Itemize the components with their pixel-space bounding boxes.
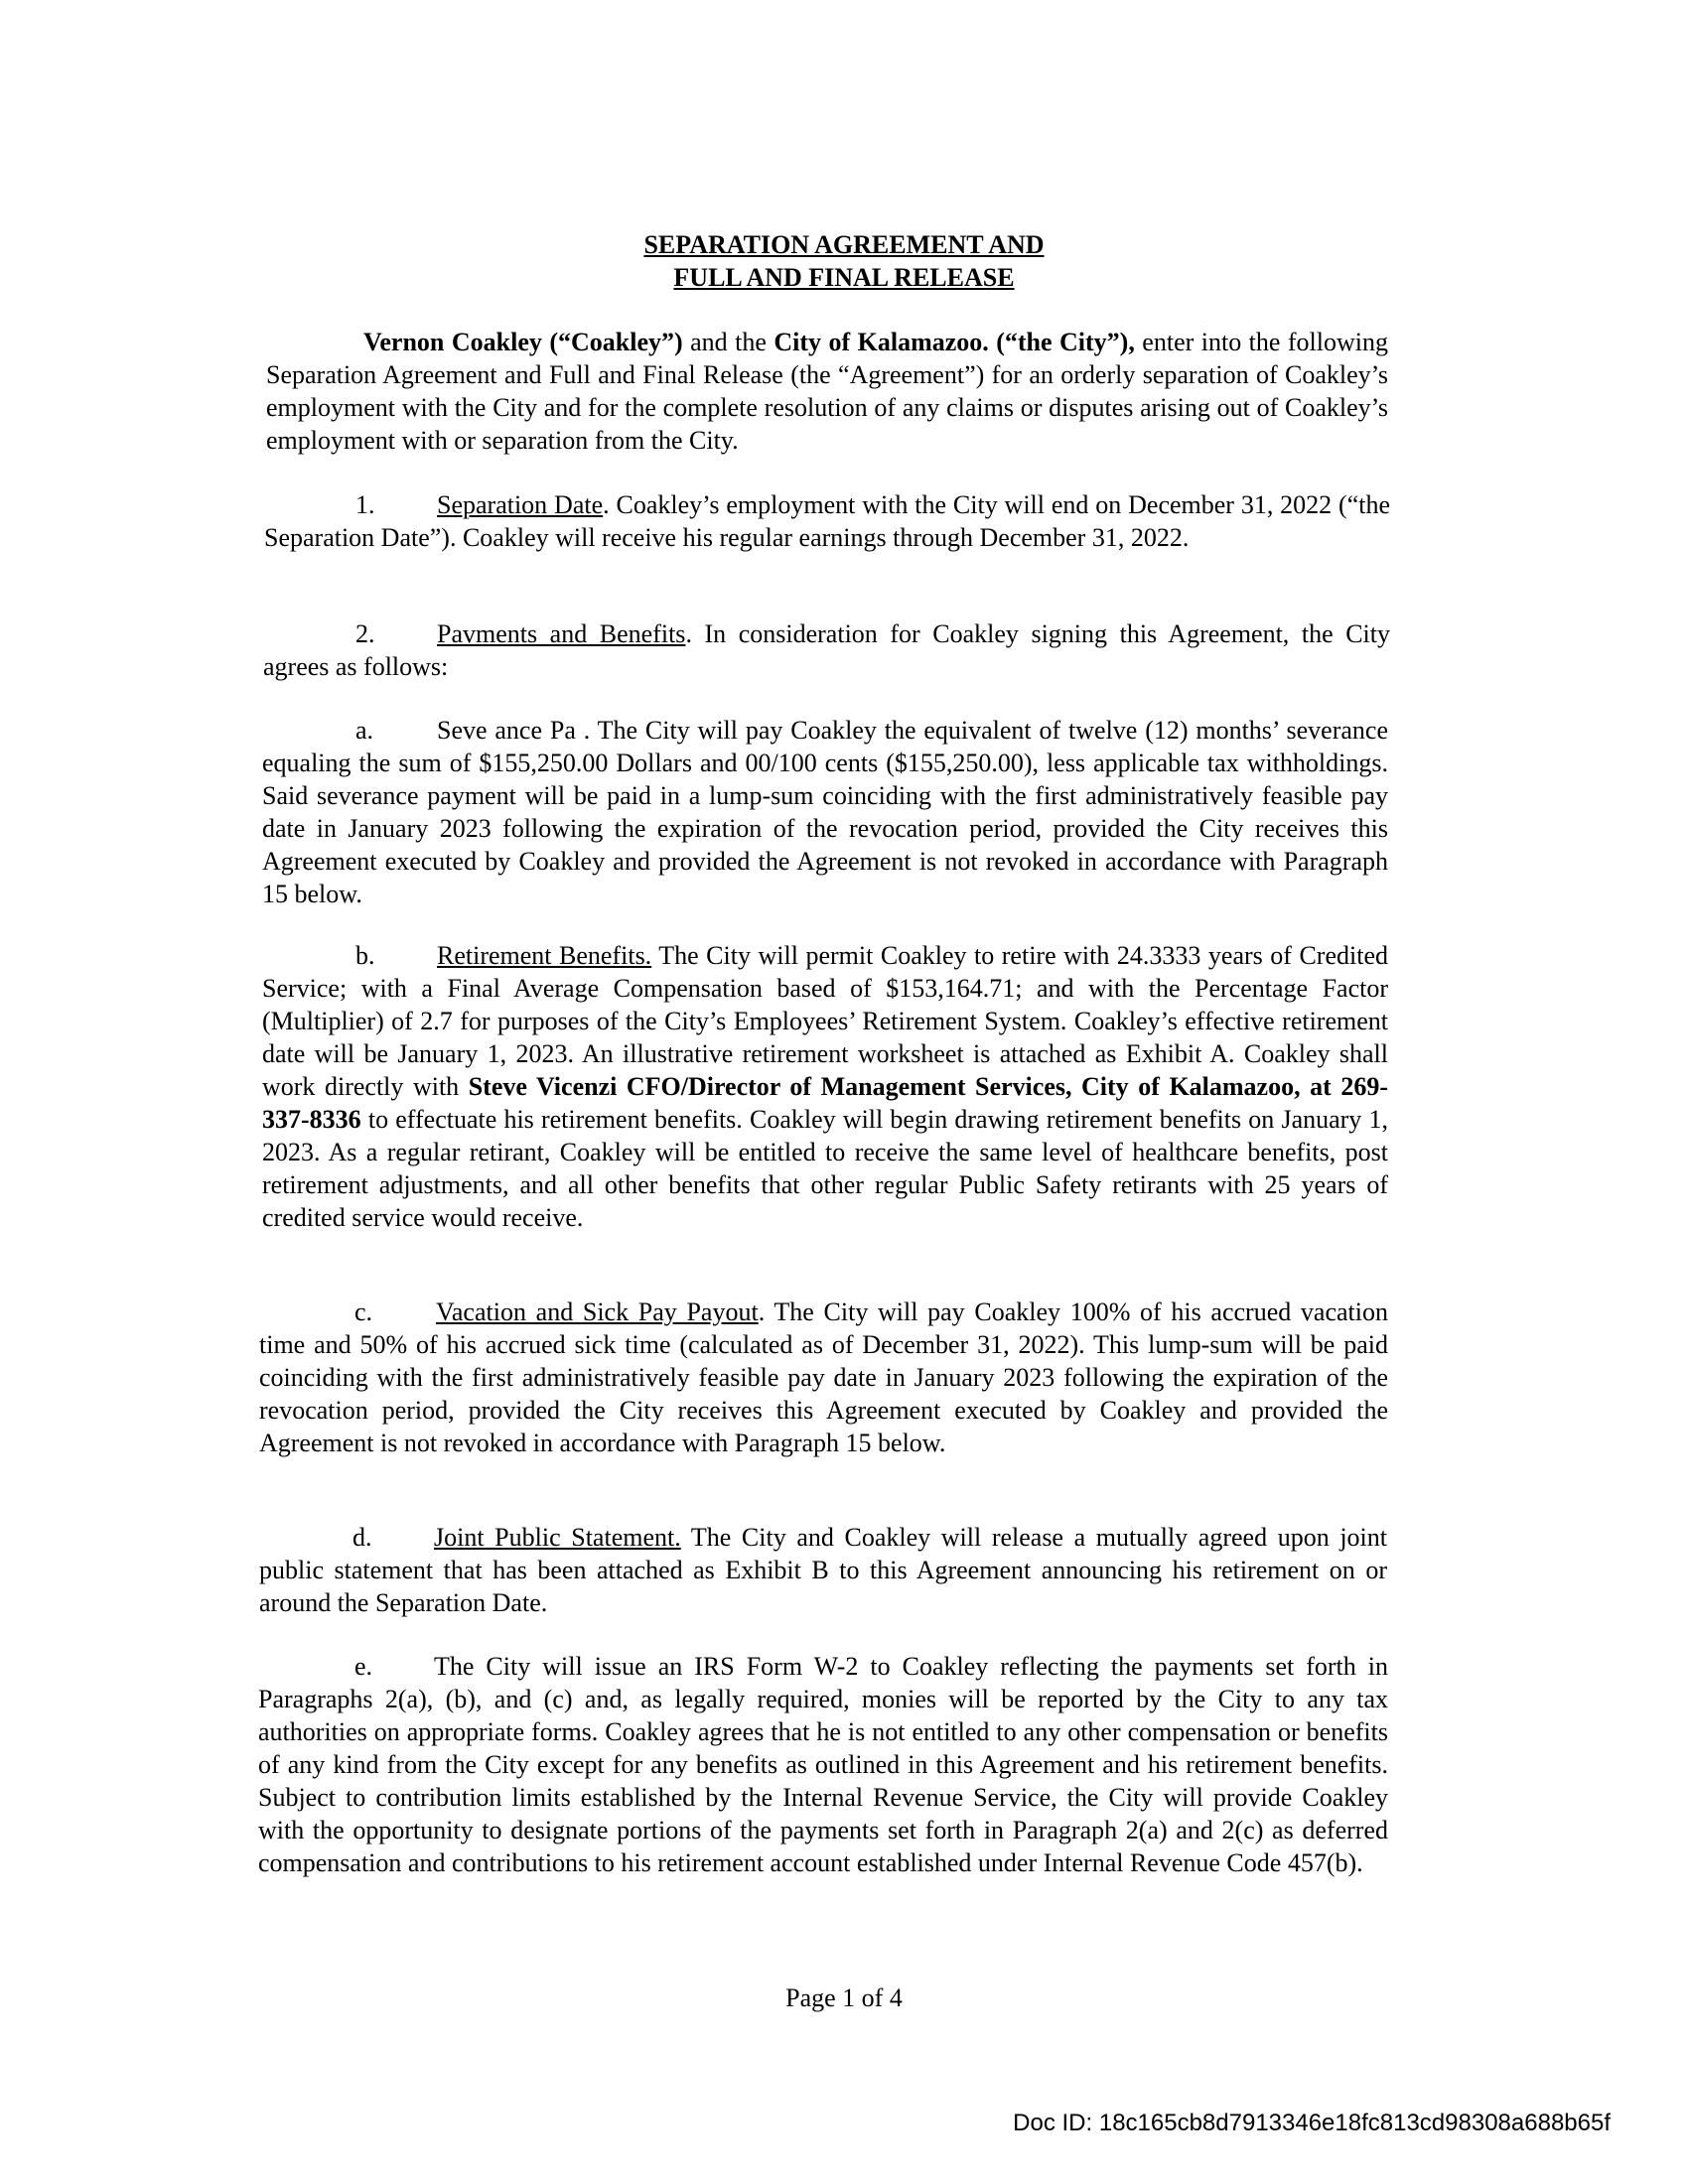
subsection-d-joint-public-statement — [259, 1521, 1387, 1619]
section-number: 1. — [355, 490, 375, 519]
subsection-c-vacation-sick-payout — [259, 1296, 1388, 1459]
subsection-heading: Seve ance Pa . — [437, 716, 591, 745]
section-heading: Separation Date — [437, 490, 604, 519]
subsection-body-continued: to effectuate his retirement benefits. Coakley will begin drawing retirement benefits on January 1, 2023. As a regular retirant, Coakley will be entitled to receive the same level of healthcare benefits, post retirement adjustments, and all other benefits that other regular Public Safety retirants with 25 years of credited service would receive. — [262, 1105, 1388, 1232]
section-number: 2. — [355, 619, 375, 648]
subsection-body: The City will permit Coakley to retire with 24.3333 years of Credited Service; with a Final Average Compensation based of $153,164.71; and with the Percentage Factor (Multiplier) of 2.7 for purposes of the City’s Employees’ Retirement System. Coakley’s effective retirement date will be January 1, 2023. An illustrative retirement worksheet is attached as Exhibit A. Coakley shall work directly with — [262, 941, 1388, 1101]
section-heading: Pavments and Benefits — [437, 619, 686, 648]
section-body: . In consideration for Coakley signing this Agreement, the City agrees as follows: — [263, 619, 1390, 681]
subsection-heading: Retirement Benefits. — [437, 941, 652, 970]
subsection-heading: Vacation and Sick Pay Payout — [436, 1297, 759, 1326]
section-body: . Coakley’s employment with the City will end on December 31, 2022 (“the Separation Date”). Coakley will receive his regular earnings through December 31, 2022. — [264, 490, 1391, 552]
subsection-a-severance-pay — [262, 714, 1388, 910]
intro-body: enter into the following Separation Agreement and Full and Final Release (the “Agreement”) for an orderly separation of Coakley’s employment with the City and for the complete resolution of any claims or disputes arising out of Coakley’s employment with or separation from the City. — [266, 328, 1388, 455]
subsection-body: . The City will pay Coakley 100% of his accrued vacation time and 50% of his accrued sick time (calculated as of December 31, 2022). This lump-sum will be paid coinciding with the first administratively feasible pay date in January 2023 following the expiration of the revocation period, provided the City receives this Agreement executed by Coakley and provided the Agreement is not revoked in accordance with Paragraph 15 below. — [259, 1297, 1388, 1457]
subsection-body: The City will issue an IRS Form W-2 to Coakley reflecting the payments set forth in Paragraphs 2(a), (b), and (c) and, as legally required, monies will be reported by the City to any tax authorities on appropriate forms. Coakley agrees that he is not entitled to any other compensation or benefits of any kind from the City except for any benefits as outlined in this Agreement and his retirement benefits. Subject to contribution limits established by the Internal Revenue Service, the City will provide Coakley with the opportunity to designate portions of the payments set forth in Paragraph 2(a) and 2(c) as deferred compensation and contributions to his retirement account established under Internal Revenue Code 457(b). — [258, 1652, 1388, 1877]
section-1-separation-date — [264, 488, 1390, 554]
subsection-letter: d. — [352, 1523, 372, 1552]
subsection-heading: Joint Public Statement. — [434, 1523, 681, 1552]
subsection-e-tax-reporting — [258, 1650, 1388, 1879]
subsection-b-retirement-benefits — [262, 939, 1388, 1234]
cfo-contact: Steve Vicenzi CFO/Director of Management Services, City of Kalamazoo, at 269-337-8336 — [262, 1072, 1388, 1134]
document-id: Doc ID: 18c165cb8d7913346e18fc813cd98308a688b65f — [1013, 2110, 1611, 2136]
subsection-letter: a. — [355, 716, 374, 745]
subsection-letter: c. — [354, 1297, 373, 1326]
subsection-letter: e. — [354, 1652, 373, 1681]
subsection-body: The City will pay Coakley the equivalent of twelve (12) months’ severance equaling the sum of $155,250.00 Dollars and 00/100 cents ($155,250.00), less applicable tax withholdings. Said severance payment will be paid in a lump-sum coinciding with the first administratively feasible pay date in January 2023 following the expiration of the revocation period, provided the City receives this Agreement executed by Coakley and provided the Agreement is not revoked in accordance with Paragraph 15 below. — [262, 716, 1388, 908]
subsection-body: The City and Coakley will release a mutually agreed upon joint public statement that has been attached as Exhibit B to this Agreement announcing his retirement on or around the Separation Date. — [259, 1523, 1387, 1617]
subsection-letter: b. — [355, 941, 375, 970]
page-number: Page 1 of 4 — [785, 1983, 903, 2012]
party-coakley: Vernon Coakley (“Coakley”) — [363, 328, 683, 356]
section-2-payments-and-benefits — [263, 617, 1390, 683]
party-city: City of Kalamazoo. (“the City”), — [774, 328, 1135, 356]
document-title-line-1: SEPARATION AGREEMENT AND — [643, 230, 1045, 259]
intro-connector: and the — [682, 328, 774, 356]
document-title-line-2: FULL AND FINAL RELEASE — [673, 263, 1015, 292]
intro-paragraph — [266, 326, 1388, 457]
